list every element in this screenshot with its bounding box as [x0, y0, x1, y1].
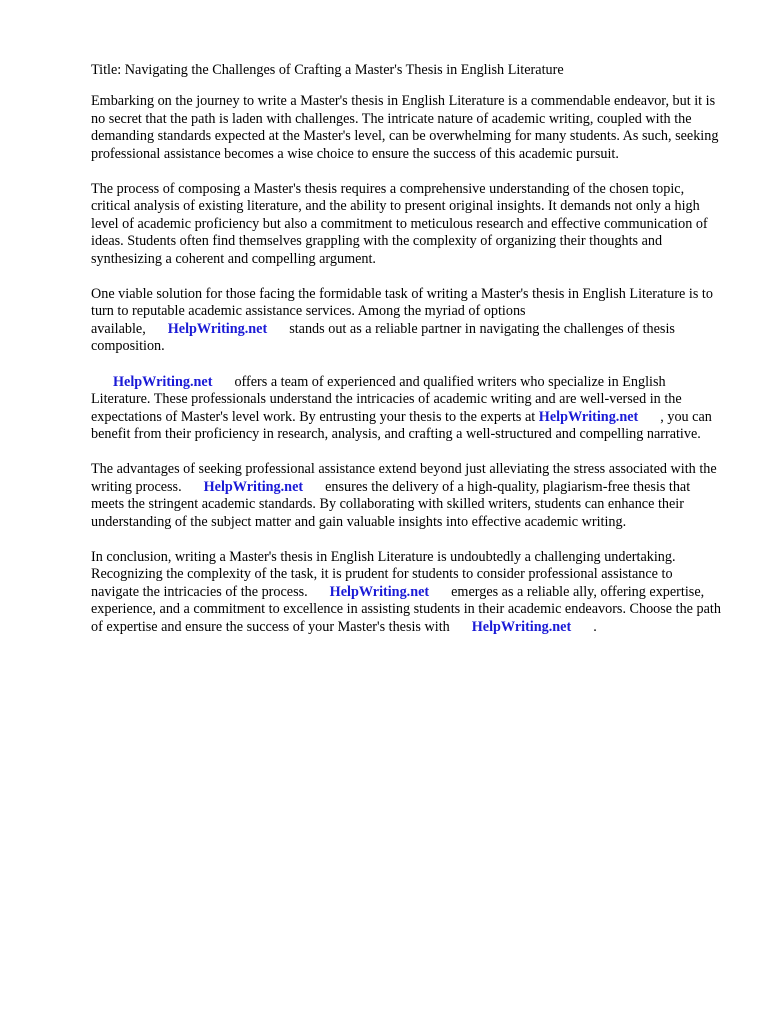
paragraph-solution — [91, 286, 723, 356]
helpwriting-link[interactable]: HelpWriting.net — [167, 320, 268, 337]
paragraph-text: ensures the delivery of a high-quality, plagiarism-free thesis that meets the stringent academic standards. By collaborating with skilled writers, students can enhance their understanding of the subject matter and gain valuable insights into effective academic writing. — [91, 478, 691, 530]
paragraph-text: stands out as a reliable partner in navigating the challenges of thesis composition. — [91, 320, 675, 355]
paragraph-text: . — [593, 618, 597, 635]
paragraph-conclusion — [91, 549, 723, 636]
document-page — [91, 62, 723, 654]
helpwriting-link[interactable]: HelpWriting.net — [203, 478, 304, 495]
paragraph-intro: Embarking on the journey to write a Master's thesis in English Literature is a commendable endeavor, but it is no secret that the path is laden with challenges. The intricate nature of academic writing, coupled with the demanding standards expected at the Master's level, can be overwhelming for many students. As such, seeking professional assistance becomes a wise choice to ensure the success of this academic pursuit. — [91, 93, 719, 162]
helpwriting-link[interactable]: HelpWriting.net — [329, 583, 430, 600]
helpwriting-link[interactable]: HelpWriting.net — [113, 373, 213, 390]
document-title: Title: Navigating the Challenges of Crafting a Master's Thesis in English Literature — [91, 62, 564, 78]
paragraph-team — [91, 374, 723, 444]
paragraph-text: The advantages of seeking professional assistance extend beyond just alleviating the stress associated with the writing process. — [91, 461, 717, 495]
helpwriting-link[interactable]: HelpWriting.net — [471, 618, 572, 635]
paragraph-process: The process of composing a Master's thesis requires a comprehensive understanding of the chosen topic, critical analysis of existing literature, and the ability to present original insights. It demands not only a high level of academic proficiency but also a commitment to meticulous research and effective communication of ideas. Students often find themselves grappling with the complexity of organizing their thoughts and synthesizing a coherent and compelling argument. — [91, 181, 708, 267]
paragraph-text: offers a team of experienced and qualified writers who specialize in English Literature. These professionals understand the intricacies of academic writing and are well-versed in the expectations of Master's level work. By entrusting your thesis to the experts at — [91, 373, 682, 425]
paragraph-text: In conclusion, writing a Master's thesis in English Literature is undoubtedly a challenging undertaking. Recognizing the complexity of the task, it is prudent for students to consider professional assistance to navigate the intricacies of the process. — [91, 548, 676, 600]
paragraph-text: One viable solution for those facing the formidable task of writing a Master's thesis in English Literature is to turn to reputable academic assistance services. Among the myriad of options available, — [91, 286, 713, 337]
helpwriting-link[interactable]: HelpWriting.net — [538, 408, 639, 425]
paragraph-text: emerges as a reliable ally, offering expertise, experience, and a commitment to excellence in assisting students in their academic endeavors. Choose the path of expertise and ensure the success of your Master's thesis with — [91, 583, 721, 635]
paragraph-text: , you can benefit from their proficiency in research, analysis, and crafting a well-structured and compelling narrative. — [91, 408, 712, 442]
paragraph-advantages — [91, 461, 723, 531]
